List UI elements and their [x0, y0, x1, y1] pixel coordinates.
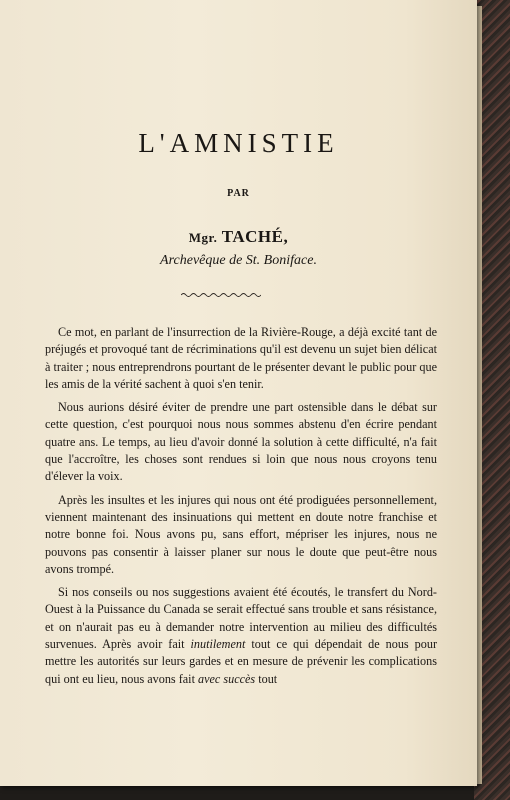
paragraph: Après les insultes et les injures qui nous ont été prodiguées personnellement, viennent maintenant des insinuations qui mettent en doute notre franchise et notre bonne foi. Nous avons pu, sans effort, mépriser les injures, nous ne pouvons pas consentir à laisser planer sur nous le doute que peut-être nous avons trompé. [45, 492, 437, 576]
paragraph: Ce mot, en parlant de l'insurrection de la Rivière-Rouge, a déjà excité tant de préjugés et provoqué tant de récriminations qu'il est devenu un sujet bien délicat à traiter ; nous entreprendrons pourtant de le présenter devant le public pour que les amis de la vérité sachent à quoi s'en tenir. [45, 325, 437, 391]
paragraph-text: tout [255, 671, 278, 686]
author-role: Archevêque de St. Boniface. [160, 253, 317, 268]
page-title: L'AMNISTIE [138, 128, 339, 158]
author-name [0, 227, 477, 247]
paragraph [45, 584, 437, 688]
emphasis-text: avec succès [198, 671, 256, 686]
paragraph-text: Si nos conseils ou nos suggestions avaient été écoutés, le transfert du Nord-Ouest à la Puissance du Canada se serait effectué sans trouble et sans résistance, et on n'aurait pas eu à demander notre intervention au milieu des difficultés survenues. Après avoir fait [45, 585, 437, 652]
paragraph: Nous aurions désiré éviter de prendre une part ostensible dans le débat sur cette question, c'est pourquoi nous nous sommes abstenu d'en écrire pendant quatre ans. Le temps, au lieu d'avoir donné la solution à cette difficulté, n'a fait que l'accroître, les choses sont rendues si loin que nous nous croyons tenu d'élever la voix. [45, 400, 437, 484]
by-line: PAR [227, 188, 250, 199]
paragraph-text: tout ce qui dépendait de nous pour mettre les autorités sur leurs gardes et en mesure de prévenir les complications qui ont eu lieu, nous avons fait [45, 637, 437, 686]
emphasis-text: inutilement [190, 637, 246, 652]
author-prefix: Mgr. [188, 230, 218, 245]
author-surname: TACHÉ, [217, 227, 289, 246]
ornament-divider-icon [181, 291, 261, 299]
body-text [45, 324, 437, 694]
